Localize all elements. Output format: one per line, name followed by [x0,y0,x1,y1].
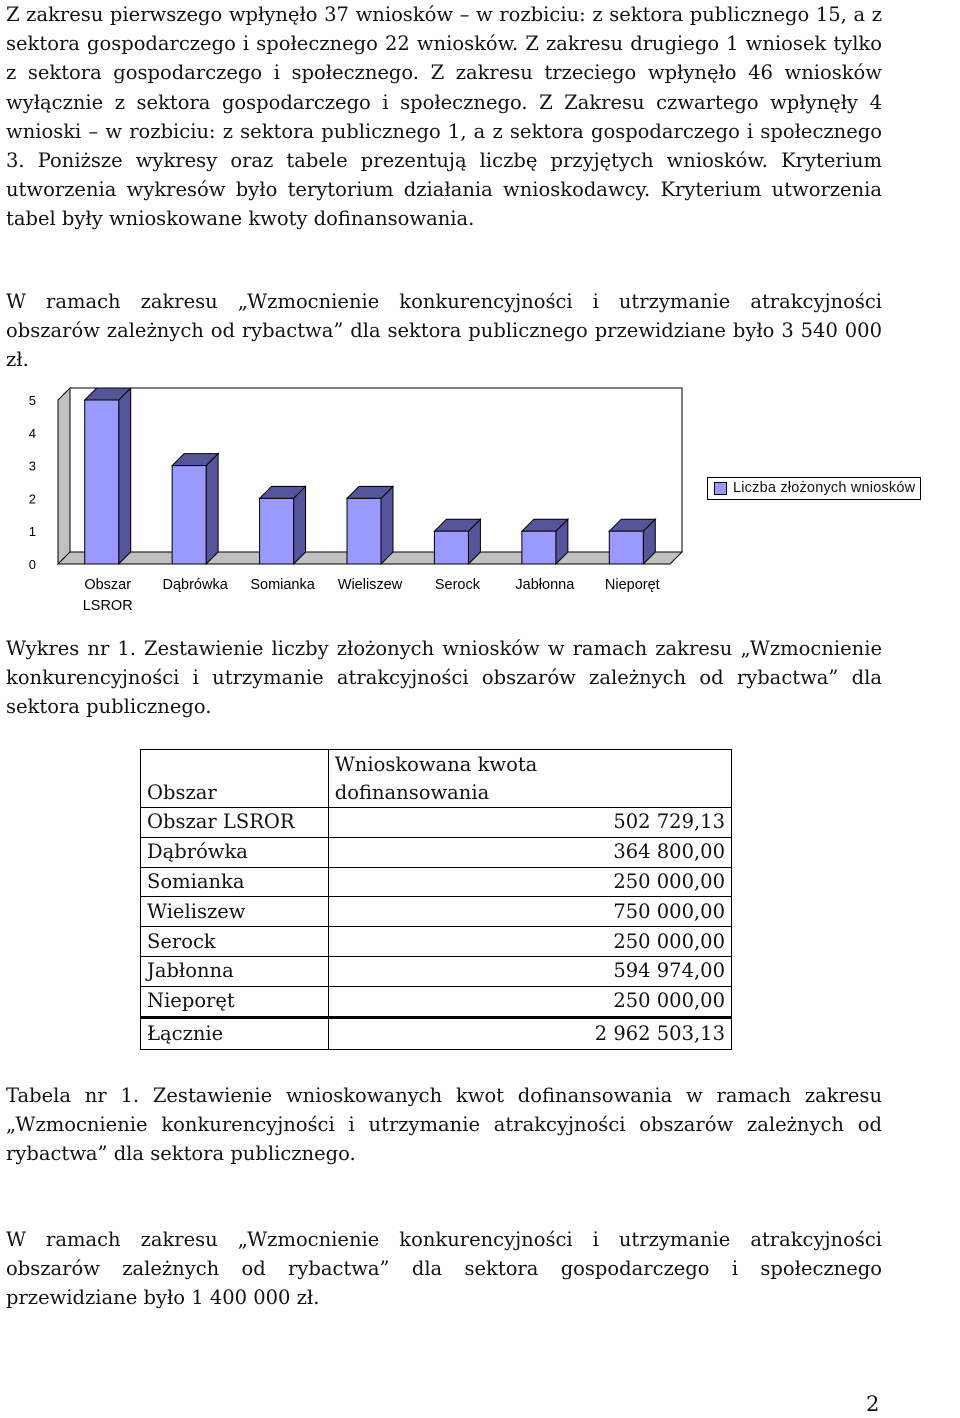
funding-table [140,749,732,1050]
header-area: Obszar [141,750,329,808]
y-tick-label: 2 [28,491,36,507]
row-area: Dąbrówka [141,837,329,867]
bar [609,531,643,564]
row-area: Serock [141,927,329,957]
page-number: 2 [866,1392,880,1416]
business-sector-budget-paragraph: W ramach zakresu „Wzmocnienie konkurencyjności i utrzymanie atrakcyjności obszarów zależnych od rybactwa” dla sektora gospodarczego i społecznego przewidziane było 1 400 000 zł. [6,1228,882,1310]
row-amount: 502 729,13 [328,808,731,838]
table-row [141,837,732,867]
bar-chart-svg [20,386,960,626]
bar-side [381,486,393,564]
table-row [141,867,732,897]
header-amount-line2: dofinansowania [334,781,490,804]
row-amount: 750 000,00 [328,897,731,927]
chart-side-wall [58,388,70,564]
bar-side [119,388,131,564]
row-amount: 250 000,00 [328,986,731,1017]
chart-legend [707,477,921,500]
bar [522,531,556,564]
table-row [141,927,732,957]
x-category-label: Somianka [250,577,315,593]
row-area: Somianka [141,867,329,897]
applications-chart [20,386,960,626]
bar [347,498,381,564]
y-tick-label: 5 [28,393,36,408]
row-amount: 594 974,00 [328,956,731,986]
table-row [141,897,732,927]
table-body [141,808,732,1050]
public-sector-budget-paragraph: W ramach zakresu „Wzmocnienie konkurencyjności i utrzymanie atrakcyjności obszarów zależnych od rybactwa” dla sektora publicznego przewidziane było 3 540 000 zł. [6,290,882,372]
bar [85,400,119,564]
row-area: Jabłonna [141,956,329,986]
row-amount: 250 000,00 [328,867,731,897]
bar-side [294,486,306,564]
row-area: Obszar LSROR [141,808,329,838]
legend-label: Liczba złożonych wniosków [733,480,916,496]
table-row [141,986,732,1017]
bar [260,498,294,564]
x-category-label: Serock [434,577,480,593]
x-category-label: Nieporęt [604,577,660,593]
total-amount: 2 962 503,13 [328,1017,731,1049]
header-amount [328,750,731,808]
bar [172,466,206,564]
table-row [141,956,732,986]
bar-side [206,454,218,564]
row-area: Wieliszew [141,897,329,927]
row-amount: 364 800,00 [328,837,731,867]
x-category-label: Dąbrówka [162,577,228,593]
row-area: Nieporęt [141,986,329,1017]
table-caption: Tabela nr 1. Zestawienie wnioskowanych kwot dofinansowania w ramach zakresu „Wzmocnienie konkurencyjności i utrzymanie atrakcyjności obszarów zależnych od rybactwa” dla sektora publicznego. [6,1084,882,1166]
legend-swatch [714,482,727,495]
x-category-label: Jabłonna [515,577,575,593]
y-tick-label: 3 [28,458,36,474]
total-label: Łącznie [141,1017,329,1049]
y-tick-label: 1 [28,524,36,540]
row-amount: 250 000,00 [328,927,731,957]
y-tick-label: 0 [28,557,36,572]
table-row [141,808,732,838]
x-category-label: Obszar [84,577,132,593]
table-total-row [141,1017,732,1049]
bar [434,531,468,564]
chart-caption: Wykres nr 1. Zestawienie liczby złożonych wniosków w ramach zakresu „Wzmocnienie konkurencyjności i utrzymanie atrakcyjności obszarów zależnych od rybactwa” dla sektora publicznego. [6,637,882,719]
intro-paragraph: Z zakresu pierwszego wpłynęło 37 wniosków – w rozbiciu: z sektora publicznego 15, a z sektora gospodarczego i społecznego 22 wniosków. Z zakresu drugiego 1 wniosek tylko z sektora gospodarczego i społecznego. Z zakresu trzeciego wpłynęło 46 wniosków wyłącznie z sektora gospodarczego i społecznego. Z Zakresu czwartego wpłynęły 4 wnioski – w rozbiciu: z sektora publicznego 1, a z sektora gospodarczego i społecznego 3. Poniższe wykresy oraz tabele prezentują liczbę przyjętych wniosków. Kryterium utworzenia wykresów było terytorium działania wnioskodawcy. Kryterium utworzenia tabel były wnioskowane kwoty dofinansowania. [6,3,882,231]
y-tick-label: 4 [28,425,36,441]
table-header-row [141,750,732,808]
x-category-label: Wieliszew [337,577,403,593]
x-category-label: LSROR [82,598,133,614]
header-amount-line1: Wnioskowana kwota [334,753,538,776]
